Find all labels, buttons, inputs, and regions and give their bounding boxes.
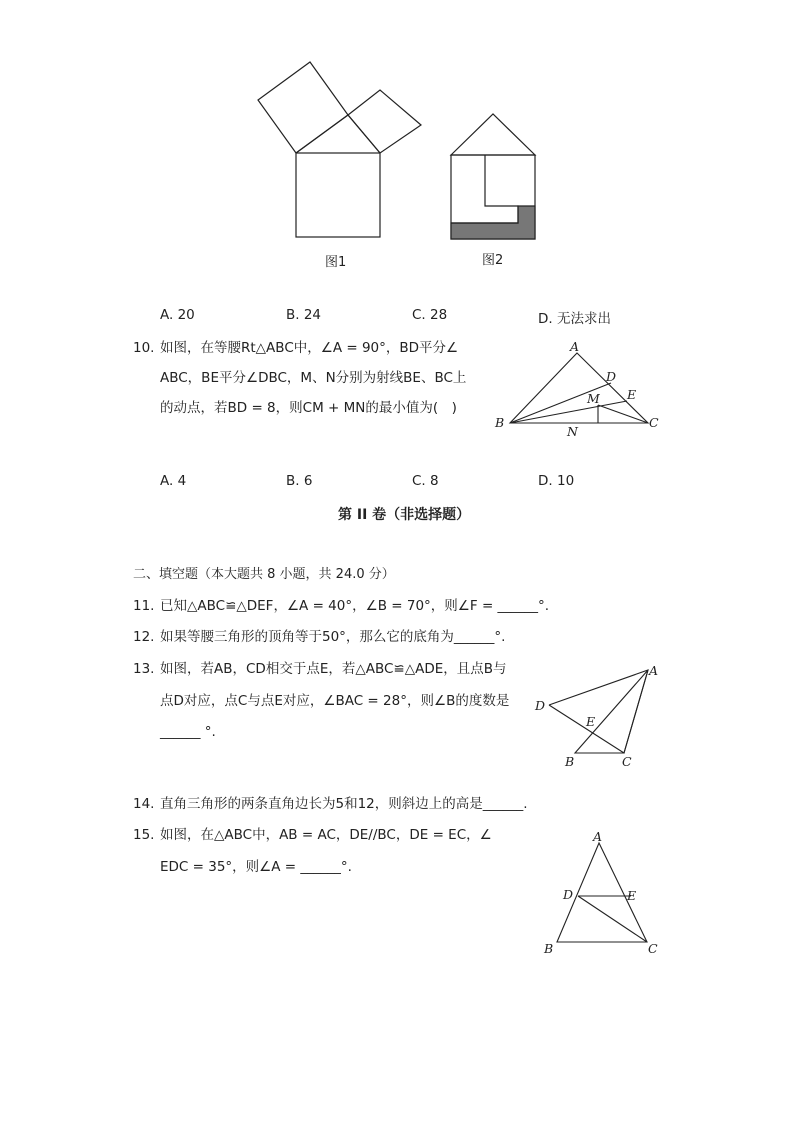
q13-text-line3: ______ °. bbox=[160, 724, 216, 740]
q9-option-c[interactable]: C. 28 bbox=[412, 307, 448, 323]
q14-text: 直角三角形的两条直角边长为5和12，则斜边上的高是______. bbox=[160, 796, 528, 812]
q10-text-line3: 的动点，若BD = 8，则CM + MN的最小值为( ) bbox=[160, 400, 457, 416]
q15-text-line1: 如图，在△ABC中，AB = AC，DE//BC，DE = EC，∠ bbox=[160, 827, 492, 843]
q15-label-e: E bbox=[627, 888, 637, 903]
q12-text: 如果等腰三角形的顶角等于50°，那么它的底角为______°. bbox=[160, 629, 506, 645]
q10-number: 10. bbox=[133, 340, 155, 356]
figures-top bbox=[0, 0, 794, 300]
q15-figure bbox=[535, 828, 665, 958]
q13-text-line2: 点D对应，点C与点E对应，∠BAC = 28°，则∠B的度数是 bbox=[160, 693, 510, 709]
q15-number: 15. bbox=[133, 827, 155, 843]
q10-label-d: D bbox=[606, 369, 617, 384]
q10-label-a: A bbox=[570, 339, 580, 354]
q10-label-e: E bbox=[627, 387, 637, 402]
q11-text: 已知△ABC≌△DEF，∠A = 40°，∠B = 70°，则∠F = ______°. bbox=[160, 598, 550, 614]
part2-title: 第 II 卷（非选择题） bbox=[338, 507, 471, 523]
q10-figure bbox=[490, 335, 670, 445]
q13-label-a: A bbox=[649, 663, 659, 678]
q15-label-a: A bbox=[593, 829, 603, 844]
q9-option-b[interactable]: B. 24 bbox=[286, 307, 322, 323]
q14-number: 14. bbox=[133, 796, 155, 812]
figure-2-caption: 图2 bbox=[482, 253, 504, 268]
figure-1-drawing bbox=[258, 62, 421, 237]
q9-option-d[interactable]: D. 无法求出 bbox=[538, 311, 611, 327]
q10-option-c[interactable]: C. 8 bbox=[412, 473, 439, 489]
q10-option-a[interactable]: A. 4 bbox=[160, 473, 187, 489]
q10-text-line2: ABC，BE平分∠DBC，M、N分别为射线BE、BC上 bbox=[160, 370, 467, 386]
q15-label-d: D bbox=[563, 887, 574, 902]
q13-label-b: B bbox=[565, 754, 575, 769]
q13-label-c: C bbox=[622, 754, 632, 769]
q13-number: 13. bbox=[133, 661, 155, 677]
q11-number: 11. bbox=[133, 598, 155, 614]
q9-option-a[interactable]: A. 20 bbox=[160, 307, 195, 323]
q13-label-d: D bbox=[535, 698, 546, 713]
q10-label-n: N bbox=[567, 424, 578, 439]
q12-number: 12. bbox=[133, 629, 155, 645]
figure-1-caption: 图1 bbox=[325, 255, 347, 270]
q10-label-b: B bbox=[495, 415, 505, 430]
q10-option-b[interactable]: B. 6 bbox=[286, 473, 313, 489]
q15-label-c: C bbox=[648, 941, 658, 956]
q10-label-m: M bbox=[587, 391, 600, 406]
q13-label-e: E bbox=[586, 714, 596, 729]
q15-text-line2: EDC = 35°，则∠A = ______°. bbox=[160, 859, 352, 875]
figure-2-drawing bbox=[451, 114, 535, 239]
section2-title: 二、填空题（本大题共 8 小题，共 24.0 分） bbox=[133, 567, 395, 582]
q10-option-d[interactable]: D. 10 bbox=[538, 473, 575, 489]
q15-label-b: B bbox=[544, 941, 554, 956]
q13-text-line1: 如图，若AB，CD相交于点E，若△ABC≌△ADE，且点B与 bbox=[160, 661, 507, 677]
q13-figure bbox=[525, 658, 665, 770]
q10-label-c: C bbox=[649, 415, 659, 430]
q10-text-line1: 如图，在等腰Rt△ABC中，∠A = 90°，BD平分∠ bbox=[160, 340, 459, 356]
